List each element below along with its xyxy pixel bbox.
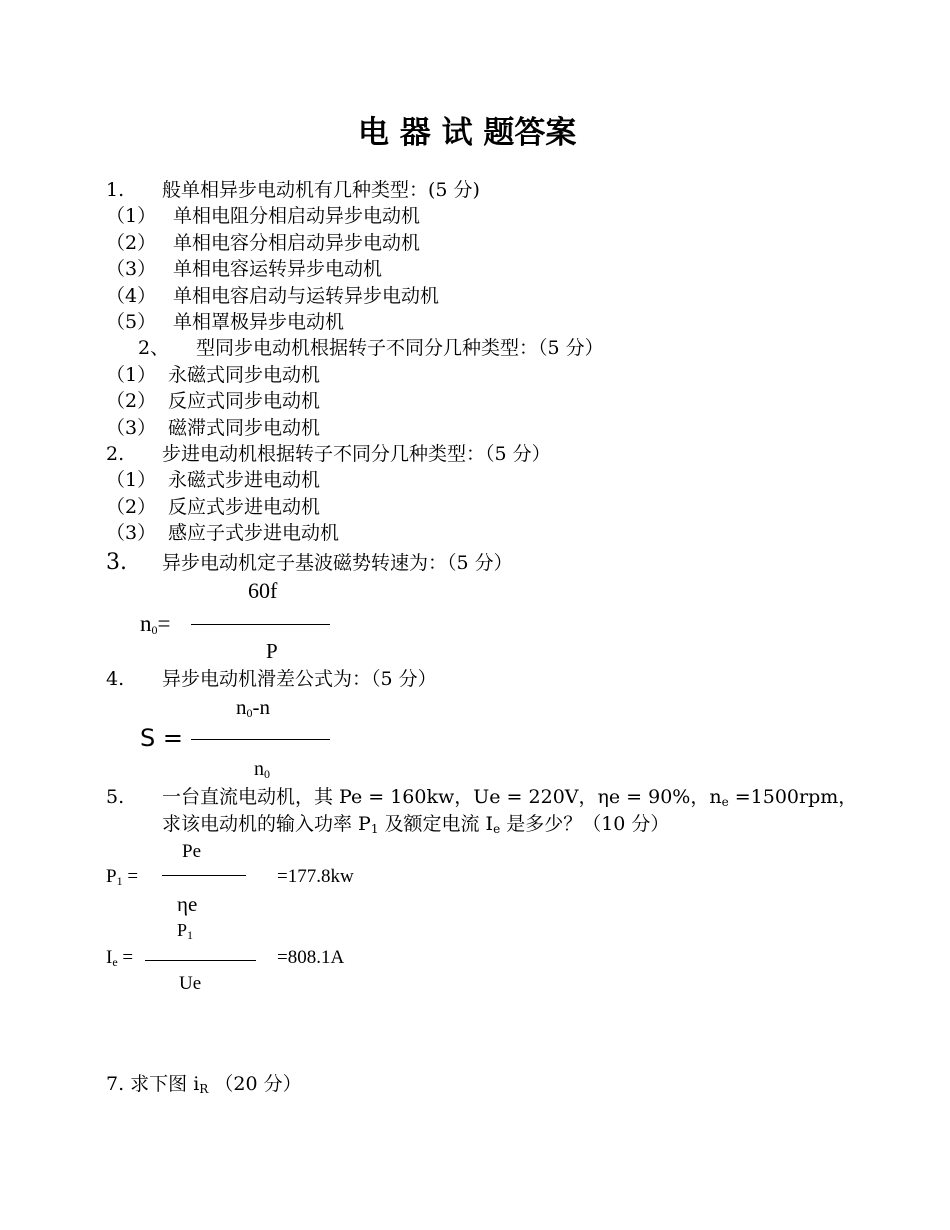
q3-text: 异步电动机定子基波磁势转速为：（5 分） (162, 552, 513, 574)
q1-item-index: （1） (106, 205, 157, 227)
q1-item-index: （5） (106, 311, 157, 333)
q5-f1-result: =177.8kw (277, 866, 354, 887)
q5-f2-numerator-subscript: 1 (187, 928, 194, 942)
q5-f2-lhs (106, 948, 133, 967)
q5-f1-lhs (106, 867, 138, 886)
q1-item-index: （3） (106, 258, 157, 280)
q2b-item-index: （1） (106, 469, 157, 491)
q2a-number: 2、 (138, 337, 170, 359)
q4-numerator-symbol: n (236, 695, 247, 719)
q3-denominator: P (266, 639, 278, 663)
q4-lhs-symbol: S = (140, 724, 183, 752)
q4-denominator (254, 759, 270, 779)
q5-f2-fraction-bar (145, 960, 256, 961)
q1-item-index: （4） (106, 285, 157, 307)
q5-f1-lhs-subscript: 1 (116, 874, 123, 888)
q5-f2-numerator (177, 920, 194, 942)
q2b-item-text: 反应式步进电动机 (168, 496, 321, 518)
q5-f1-lhs-equals: = (122, 866, 139, 887)
q3-number: 3. (106, 550, 127, 575)
q5-line2-subscript-2: e (493, 822, 501, 836)
q5-line2-text-b: 及额定电流 I (378, 813, 494, 835)
q5-line2-subscript-1: 1 (370, 822, 379, 836)
q2b-item-index: （2） (106, 496, 157, 518)
q5-number: 5. (106, 786, 125, 808)
q2b-item-index: （3） (106, 522, 157, 544)
q7-text (106, 1075, 302, 1094)
q1-item-index: （2） (106, 232, 157, 254)
q7-text-b: （20 分） (208, 1073, 302, 1095)
q1-item-text: 单相罩极异步电动机 (173, 311, 345, 333)
q2a-text: 型同步电动机根据转子不同分几种类型：（5 分） (196, 337, 604, 359)
q1-item-text: 单相电容运转异步电动机 (173, 258, 383, 280)
q1-item-text: 单相电容启动与运转异步电动机 (173, 285, 440, 307)
q7-text-subscript: R (199, 1082, 209, 1096)
q5-f1-numerator: Pe (182, 841, 201, 862)
q5-f1-lhs-symbol: P (106, 866, 117, 887)
q5-line1-text: 一台直流电动机，其 Pe = 160kw，Ue = 220V，ηe = 90%，n (162, 786, 722, 808)
q5-f1-fraction-bar (162, 875, 246, 876)
q5-line2 (162, 815, 669, 834)
q4-denominator-subscript: 0 (264, 767, 270, 781)
q5-f2-lhs-symbol: I (106, 947, 113, 968)
q3-lhs-equals: = (157, 611, 171, 636)
q4-fraction-bar (191, 739, 330, 740)
q3-lhs-subscript: 0 (151, 623, 158, 637)
q1-text: 般单相异步电动机有几种类型：(5 分) (162, 179, 480, 201)
q5-f2-denominator: Ue (179, 973, 202, 994)
q5-f2-numerator-symbol: P (177, 920, 188, 940)
q2b-item-text: 感应子式步进电动机 (168, 522, 340, 544)
q2a-item-text: 永磁式同步电动机 (168, 364, 321, 386)
page-title: 电 器 试 题答案 (358, 115, 577, 151)
q4-number: 4. (106, 668, 125, 690)
q2b-number: 2. (106, 443, 125, 465)
q2a-item-text: 反应式同步电动机 (168, 390, 321, 412)
q3-numerator: 60f (248, 578, 278, 603)
q2a-item-index: （2） (106, 390, 157, 412)
q4-numerator-tail: -n (252, 695, 270, 719)
q5-f2-lhs-subscript: e (112, 955, 118, 969)
q2b-text: 步进电动机根据转子不同分几种类型：（5 分） (162, 443, 551, 465)
q5-f2-lhs-equals: = (117, 947, 134, 968)
q5-f2-result: =808.1A (277, 947, 345, 968)
q2a-item-text: 磁滞式同步电动机 (168, 417, 321, 439)
q4-numerator-subscript: 0 (246, 706, 253, 720)
q4-denominator-symbol: n (254, 758, 264, 780)
q7-text-a: 7. 求下图 i (106, 1073, 200, 1095)
q1-item-text: 单相电容分相启动异步电动机 (173, 232, 421, 254)
q1-item-text: 单相电阻分相启动异步电动机 (173, 205, 421, 227)
q5-line1-subscript: e (721, 795, 729, 809)
q5-f1-denominator: ηe (177, 892, 198, 916)
q5-line1 (162, 788, 857, 807)
q3-lhs (140, 612, 170, 635)
q3-lhs-symbol: n (140, 611, 152, 636)
q3-fraction-bar (191, 624, 330, 625)
q1-number: 1. (106, 179, 125, 201)
q4-lhs (140, 726, 183, 750)
q2a-item-index: （1） (106, 364, 157, 386)
q5-line1-tail: =1500rpm， (728, 786, 858, 808)
q5-line2-text-a: 求该电动机的输入功率 P (162, 813, 371, 835)
q2a-item-index: （3） (106, 417, 157, 439)
q5-line2-text-c: 是多少？（10 分） (500, 813, 670, 835)
q2b-item-text: 永磁式步进电动机 (168, 469, 321, 491)
q4-text: 异步电动机滑差公式为：（5 分） (162, 668, 437, 690)
q4-numerator (236, 697, 270, 718)
